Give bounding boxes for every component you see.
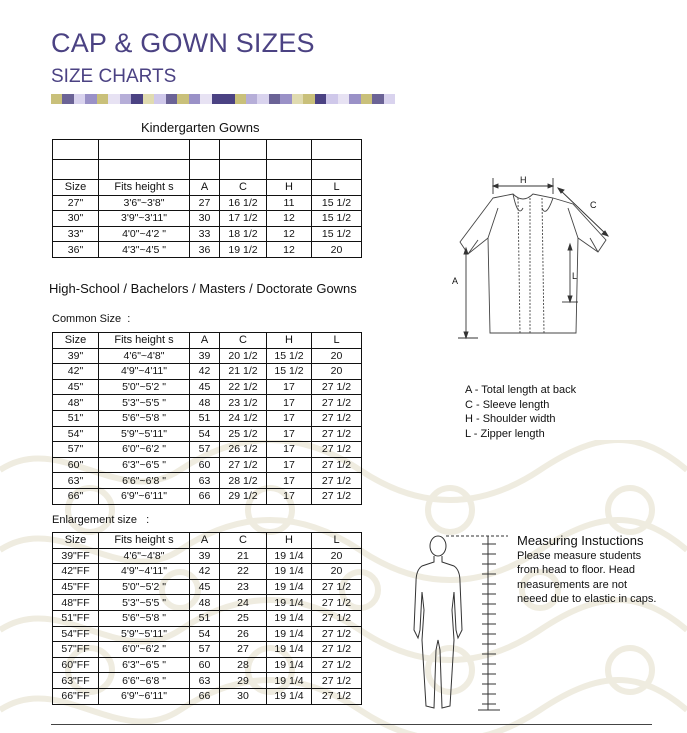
column-header: H: [267, 333, 312, 349]
header-row: [53, 180, 362, 196]
color-bar-segment: [212, 94, 223, 104]
table-cell: 17: [267, 410, 312, 426]
table-cell: 28: [220, 657, 267, 673]
table-cell: 4'6"~4'8": [99, 348, 190, 364]
table-cell: 19 1/2: [220, 242, 267, 258]
table-cell: 5'9"~5'11": [99, 426, 190, 442]
common-size-table: [52, 332, 362, 505]
table-cell: 39": [53, 348, 99, 364]
table-cell: 4'3"~4'5 ": [99, 242, 190, 258]
table-cell: 42": [53, 364, 99, 380]
blank-cell: [190, 140, 220, 160]
body-measure-figure: [408, 530, 516, 720]
table-cell: 66"FF: [53, 688, 99, 704]
table-cell: 26 1/2: [220, 442, 267, 458]
table-cell: 5'0"~5'2 ": [99, 379, 190, 395]
column-header: C: [220, 333, 267, 349]
table-cell: 42: [190, 364, 220, 380]
table-cell: 12: [267, 226, 312, 242]
table-cell: 17: [267, 379, 312, 395]
table-cell: 48: [190, 395, 220, 411]
table-row: [53, 426, 362, 442]
table-cell: 36": [53, 242, 99, 258]
table-cell: 27 1/2: [312, 473, 362, 489]
table-row: [53, 626, 362, 642]
table-row: [53, 364, 362, 380]
table-cell: 27 1/2: [312, 410, 362, 426]
table-row: [53, 610, 362, 626]
measuring-instructions-title: Measuring Instuctions: [517, 533, 644, 548]
table-cell: 45: [190, 379, 220, 395]
table-cell: 27: [190, 195, 220, 211]
gown-diagram: [438, 168, 628, 348]
table-cell: 26: [220, 626, 267, 642]
table-cell: 54": [53, 426, 99, 442]
table-cell: 6'0"~6'2 ": [99, 642, 190, 658]
measuring-instructions-text: Please measure students from head to floor. Head measurements are not neeed due to elastic in caps.: [517, 550, 657, 605]
table-cell: 19 1/4: [267, 579, 312, 595]
table-cell: 48"FF: [53, 595, 99, 611]
blank-cell: [312, 160, 362, 180]
column-header: L: [312, 180, 362, 196]
table-cell: 19 1/4: [267, 642, 312, 658]
column-header: Fits height s: [99, 533, 190, 549]
blank-row: [53, 140, 362, 160]
column-header: Size: [53, 180, 99, 196]
table-cell: 27 1/2: [312, 395, 362, 411]
table-cell: 30: [220, 688, 267, 704]
table-cell: 15 1/2: [267, 348, 312, 364]
table-cell: 17 1/2: [220, 211, 267, 227]
blank-row: [53, 160, 362, 180]
table-row: [53, 564, 362, 580]
table-row: [53, 410, 362, 426]
blank-cell: [220, 160, 267, 180]
table-cell: 5'3"~5'5 ": [99, 395, 190, 411]
highschool-caption: High-School / Bachelors / Masters / Doctorate Gowns: [49, 281, 357, 296]
table-cell: 60: [190, 457, 220, 473]
color-bar-segment: [326, 94, 337, 104]
table-cell: 12: [267, 211, 312, 227]
table-cell: 17: [267, 488, 312, 504]
color-bar-segment: [235, 94, 246, 104]
table-cell: 5'9"~5'11": [99, 626, 190, 642]
table-cell: 57: [190, 642, 220, 658]
table-cell: 27: [220, 642, 267, 658]
table-cell: 60"FF: [53, 657, 99, 673]
table-cell: 19 1/4: [267, 564, 312, 580]
legend-item-a: A - Total length at back: [465, 384, 577, 396]
table-cell: 66": [53, 488, 99, 504]
table-row: [53, 473, 362, 489]
table-cell: 6'6"~6'8 ": [99, 473, 190, 489]
color-bar-segment: [62, 94, 73, 104]
table-cell: 60: [190, 657, 220, 673]
table-cell: 27 1/2: [312, 426, 362, 442]
table-cell: 6'3"~6'5 ": [99, 457, 190, 473]
table-cell: 19 1/4: [267, 673, 312, 689]
color-bar-segment: [120, 94, 131, 104]
blank-cell: [99, 140, 190, 160]
table-cell: 12: [267, 242, 312, 258]
table-cell: 63: [190, 673, 220, 689]
table-row: [53, 579, 362, 595]
table-cell: 30: [190, 211, 220, 227]
table-cell: 27 1/2: [312, 610, 362, 626]
legend-item-h: H - Shoulder width: [465, 413, 556, 425]
column-header: H: [267, 180, 312, 196]
table-row: [53, 348, 362, 364]
table-cell: 51: [190, 610, 220, 626]
table-cell: 23 1/2: [220, 395, 267, 411]
table-cell: 27 1/2: [312, 379, 362, 395]
column-header: Size: [53, 533, 99, 549]
page-subtitle: SIZE CHARTS: [51, 66, 177, 87]
table-cell: 6'9"~6'11": [99, 688, 190, 704]
color-bar-segment: [303, 94, 314, 104]
table-cell: 6'6"~6'8 ": [99, 673, 190, 689]
table-cell: 4'9"~4'11": [99, 564, 190, 580]
color-bar-segment: [246, 94, 257, 104]
table-cell: 57"FF: [53, 642, 99, 658]
table-cell: 19 1/4: [267, 610, 312, 626]
table-cell: 25 1/2: [220, 426, 267, 442]
table-cell: 22 1/2: [220, 379, 267, 395]
table-cell: 5'6"~5'8 ": [99, 610, 190, 626]
table-cell: 17: [267, 426, 312, 442]
color-bar-segment: [177, 94, 188, 104]
blank-cell: [190, 160, 220, 180]
color-bar-segment: [361, 94, 372, 104]
table-row: [53, 195, 362, 211]
decorative-color-bar: [51, 94, 395, 104]
table-cell: 27 1/2: [312, 442, 362, 458]
table-cell: 36: [190, 242, 220, 258]
table-cell: 16 1/2: [220, 195, 267, 211]
color-bar-segment: [143, 94, 154, 104]
table-row: [53, 211, 362, 227]
enlargement-size-table: [52, 532, 362, 705]
table-cell: 27 1/2: [312, 626, 362, 642]
table-cell: 19 1/4: [267, 548, 312, 564]
column-header: C: [220, 180, 267, 196]
table-cell: 24 1/2: [220, 410, 267, 426]
color-bar-segment: [154, 94, 165, 104]
color-bar-segment: [223, 94, 234, 104]
blank-cell: [53, 160, 99, 180]
table-cell: 6'0"~6'2 ": [99, 442, 190, 458]
table-row: [53, 379, 362, 395]
color-bar-segment: [349, 94, 360, 104]
page-title: CAP & GOWN SIZES: [51, 28, 315, 58]
color-bar-segment: [257, 94, 268, 104]
table-cell: 5'6"~5'8 ": [99, 410, 190, 426]
blank-cell: [267, 160, 312, 180]
column-header: Fits height s: [99, 180, 190, 196]
header-row: [53, 333, 362, 349]
table-cell: 51": [53, 410, 99, 426]
table-cell: 19 1/4: [267, 595, 312, 611]
table-cell: 19 1/4: [267, 657, 312, 673]
footer-divider: [51, 724, 652, 725]
table-cell: 42"FF: [53, 564, 99, 580]
table-cell: 17: [267, 395, 312, 411]
table-cell: 6'3"~6'5 ": [99, 657, 190, 673]
table-cell: 20: [312, 364, 362, 380]
gown-label-h: H: [520, 175, 527, 185]
table-cell: 48": [53, 395, 99, 411]
table-cell: 18 1/2: [220, 226, 267, 242]
common-size-caption: Common Size :: [52, 313, 131, 325]
table-cell: 3'9"~3'11": [99, 211, 190, 227]
table-cell: 57: [190, 442, 220, 458]
gown-label-a: A: [452, 276, 459, 286]
table-cell: 27 1/2: [312, 673, 362, 689]
column-header: Size: [53, 333, 99, 349]
table-cell: 21 1/2: [220, 364, 267, 380]
table-cell: 27 1/2: [312, 579, 362, 595]
table-cell: 27 1/2: [312, 488, 362, 504]
blank-cell: [99, 160, 190, 180]
table-row: [53, 657, 362, 673]
table-cell: 15 1/2: [312, 195, 362, 211]
table-cell: 20 1/2: [220, 348, 267, 364]
table-cell: 27": [53, 195, 99, 211]
blank-cell: [53, 140, 99, 160]
column-header: A: [190, 533, 220, 549]
table-cell: 30": [53, 211, 99, 227]
table-cell: 20: [312, 564, 362, 580]
table-row: [53, 242, 362, 258]
table-cell: 17: [267, 442, 312, 458]
table-cell: 66: [190, 688, 220, 704]
column-header: L: [312, 333, 362, 349]
table-cell: 29 1/2: [220, 488, 267, 504]
table-cell: 23: [220, 579, 267, 595]
table-cell: 60": [53, 457, 99, 473]
column-header: L: [312, 533, 362, 549]
table-cell: 57": [53, 442, 99, 458]
color-bar-segment: [292, 94, 303, 104]
table-cell: 27 1/2: [312, 657, 362, 673]
table-cell: 33: [190, 226, 220, 242]
table-row: [53, 226, 362, 242]
gown-legend: [465, 383, 576, 441]
table-row: [53, 673, 362, 689]
table-cell: 39: [190, 548, 220, 564]
table-cell: 15 1/2: [312, 226, 362, 242]
table-cell: 39"FF: [53, 548, 99, 564]
blank-cell: [312, 140, 362, 160]
table-cell: 27 1/2: [220, 457, 267, 473]
table-cell: 27 1/2: [312, 457, 362, 473]
color-bar-segment: [97, 94, 108, 104]
table-cell: 51: [190, 410, 220, 426]
table-row: [53, 548, 362, 564]
table-cell: 17: [267, 457, 312, 473]
table-cell: 3'6"~3'8": [99, 195, 190, 211]
table-cell: 15 1/2: [267, 364, 312, 380]
table-cell: 54: [190, 626, 220, 642]
table-cell: 28 1/2: [220, 473, 267, 489]
color-bar-segment: [372, 94, 383, 104]
table-cell: 45"FF: [53, 579, 99, 595]
table-cell: 63: [190, 473, 220, 489]
table-row: [53, 395, 362, 411]
legend-item-l: L - Zipper length: [465, 427, 545, 440]
table-cell: 63": [53, 473, 99, 489]
table-cell: 66: [190, 488, 220, 504]
column-header: H: [267, 533, 312, 549]
table-cell: 45: [190, 579, 220, 595]
color-bar-segment: [131, 94, 142, 104]
color-bar-segment: [108, 94, 119, 104]
table-row: [53, 488, 362, 504]
color-bar-segment: [166, 94, 177, 104]
table-cell: 33": [53, 226, 99, 242]
table-cell: 19 1/4: [267, 688, 312, 704]
color-bar-segment: [384, 94, 395, 104]
color-bar-segment: [74, 94, 85, 104]
table-cell: 22: [220, 564, 267, 580]
table-row: [53, 457, 362, 473]
table-cell: 4'6"~4'8": [99, 548, 190, 564]
color-bar-segment: [189, 94, 200, 104]
table-cell: 17: [267, 473, 312, 489]
table-cell: 42: [190, 564, 220, 580]
table-row: [53, 642, 362, 658]
header-row: [53, 533, 362, 549]
column-header: A: [190, 333, 220, 349]
table-row: [53, 442, 362, 458]
table-cell: 5'0"~5'2 ": [99, 579, 190, 595]
kindergarten-caption: Kindergarten Gowns: [141, 120, 260, 135]
gown-label-l: L: [572, 271, 578, 281]
table-cell: 45": [53, 379, 99, 395]
color-bar-segment: [269, 94, 280, 104]
table-row: [53, 595, 362, 611]
gown-label-c: C: [590, 200, 597, 210]
table-cell: 54: [190, 426, 220, 442]
color-bar-segment: [338, 94, 349, 104]
table-cell: 6'9"~6'11": [99, 488, 190, 504]
table-cell: 25: [220, 610, 267, 626]
table-cell: 54"FF: [53, 626, 99, 642]
kindergarten-table: [52, 139, 362, 258]
column-header: C: [220, 533, 267, 549]
table-cell: 51"FF: [53, 610, 99, 626]
table-cell: 27 1/2: [312, 595, 362, 611]
table-cell: 20: [312, 242, 362, 258]
table-cell: 29: [220, 673, 267, 689]
table-cell: 24: [220, 595, 267, 611]
table-cell: 20: [312, 548, 362, 564]
table-cell: 27 1/2: [312, 642, 362, 658]
color-bar-segment: [85, 94, 96, 104]
table-cell: 4'9"~4'11": [99, 364, 190, 380]
color-bar-segment: [51, 94, 62, 104]
enlargement-size-caption: Enlargement size :: [52, 514, 150, 526]
color-bar-segment: [280, 94, 291, 104]
table-cell: 27 1/2: [312, 688, 362, 704]
column-header: A: [190, 180, 220, 196]
table-cell: 63"FF: [53, 673, 99, 689]
table-cell: 20: [312, 348, 362, 364]
table-cell: 19 1/4: [267, 626, 312, 642]
color-bar-segment: [200, 94, 211, 104]
blank-cell: [220, 140, 267, 160]
table-cell: 5'3"~5'5 ": [99, 595, 190, 611]
table-cell: 11: [267, 195, 312, 211]
table-cell: 4'0"~4'2 ": [99, 226, 190, 242]
column-header: Fits height s: [99, 333, 190, 349]
color-bar-segment: [315, 94, 326, 104]
table-cell: 15 1/2: [312, 211, 362, 227]
table-row: [53, 688, 362, 704]
table-cell: 39: [190, 348, 220, 364]
table-cell: 21: [220, 548, 267, 564]
table-cell: 48: [190, 595, 220, 611]
legend-item-c: C - Sleeve length: [465, 398, 550, 411]
blank-cell: [267, 140, 312, 160]
